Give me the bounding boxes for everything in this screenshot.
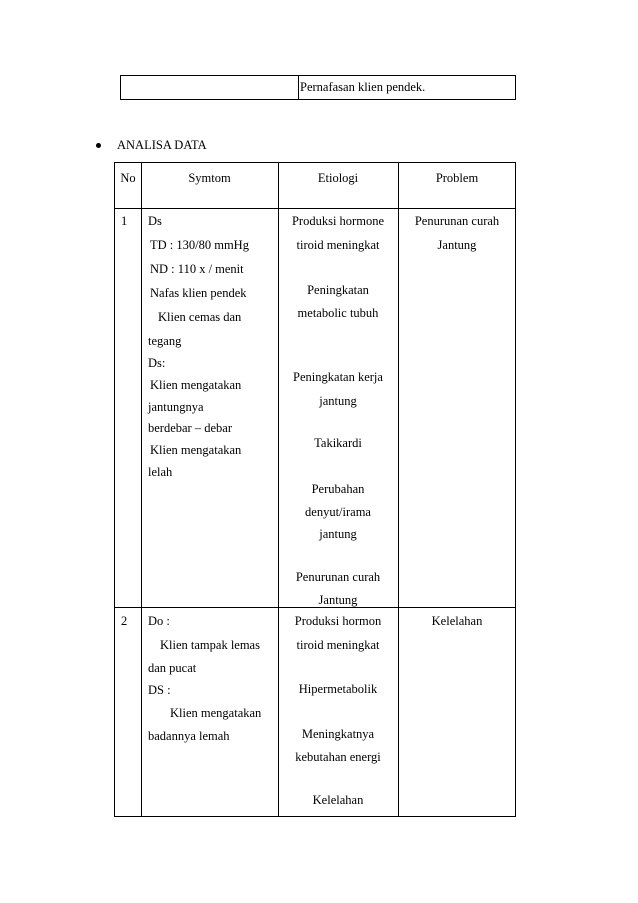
- row1-etiologi-line: jantung: [319, 527, 357, 541]
- row2-symtom-line: Klien tampak lemas: [160, 638, 260, 652]
- analisa-data-table: [114, 162, 516, 817]
- row2-symtom-line: DS :: [148, 683, 171, 697]
- header-problem: Problem: [435, 171, 479, 185]
- row2-symtom-line: dan pucat: [148, 661, 197, 675]
- header-divider: [115, 208, 515, 209]
- row1-symtom-line: Klien cemas dan: [158, 310, 242, 324]
- row2-etiologi-line: Kelelahan: [312, 793, 364, 807]
- row1-etiologi-line: Peningkatan kerja: [293, 370, 383, 384]
- top-table-fragment: [120, 75, 516, 100]
- row1-etiologi-line: Perubahan: [311, 482, 365, 496]
- row1-etiologi-line: jantung: [319, 394, 357, 408]
- row2-symtom-line: Do :: [148, 614, 170, 628]
- row1-symtom-line: Ds:: [148, 356, 166, 370]
- row1-etiologi-line: Produksi hormone: [291, 214, 384, 228]
- row2-symtom-line: Klien mengatakan: [170, 706, 262, 720]
- row1-etiologi-line: Peningkatan: [307, 283, 369, 297]
- row2-problem-line: Kelelahan: [431, 614, 483, 628]
- row1-symtom-line: jantungnya: [148, 400, 204, 414]
- top-table-right-cell: Pernafasan klien pendek.: [300, 80, 426, 94]
- row2-symtom-line: badannya lemah: [148, 729, 230, 743]
- bullet-icon: [96, 143, 101, 148]
- row1-symtom-line: tegang: [148, 334, 182, 348]
- row1-etiologi-line: Penurunan curah: [295, 570, 381, 584]
- header-no: No: [120, 171, 136, 185]
- section-heading-text: ANALISA DATA: [117, 138, 207, 152]
- row2-etiologi-line: kebutahan energi: [295, 750, 381, 764]
- column-divider: [398, 163, 399, 816]
- row2-etiologi-line: Hipermetabolik: [298, 682, 378, 696]
- row1-no: 1: [121, 214, 128, 228]
- row1-symtom-line: Nafas klien pendek: [150, 286, 247, 300]
- row2-no: 2: [121, 614, 128, 628]
- row1-symtom-line: berdebar – debar: [148, 421, 232, 435]
- row1-etiologi-line: tiroid meningkat: [296, 238, 380, 252]
- row1-symtom-line: Klien mengatakan: [150, 378, 242, 392]
- row1-symtom-line: ND : 110 x / menit: [150, 262, 244, 276]
- row1-etiologi-line: denyut/irama: [305, 505, 371, 519]
- row1-etiologi-line: metabolic tubuh: [297, 306, 379, 320]
- section-heading: [96, 138, 207, 153]
- top-table-left-cell: [121, 76, 299, 99]
- row2-etiologi-line: Produksi hormon: [294, 614, 382, 628]
- row1-problem-line: Penurunan curah: [414, 214, 500, 228]
- row1-etiologi-line: Takikardi: [314, 436, 362, 450]
- row1-symtom-line: TD : 130/80 mmHg: [150, 238, 249, 252]
- row2-etiologi-line: Meningkatnya: [301, 727, 375, 741]
- header-etiologi: Etiologi: [317, 171, 359, 185]
- row2-etiologi-line: tiroid meningkat: [296, 638, 380, 652]
- row1-symtom-line: Klien mengatakan: [150, 443, 242, 457]
- header-symtom: Symtom: [188, 171, 231, 185]
- row1-symtom-line: lelah: [148, 465, 173, 479]
- row1-etiologi-line: Jantung: [318, 593, 358, 607]
- row1-problem-line: Jantung: [437, 238, 477, 252]
- row1-symtom-line: Ds: [148, 214, 162, 228]
- column-divider: [141, 163, 142, 816]
